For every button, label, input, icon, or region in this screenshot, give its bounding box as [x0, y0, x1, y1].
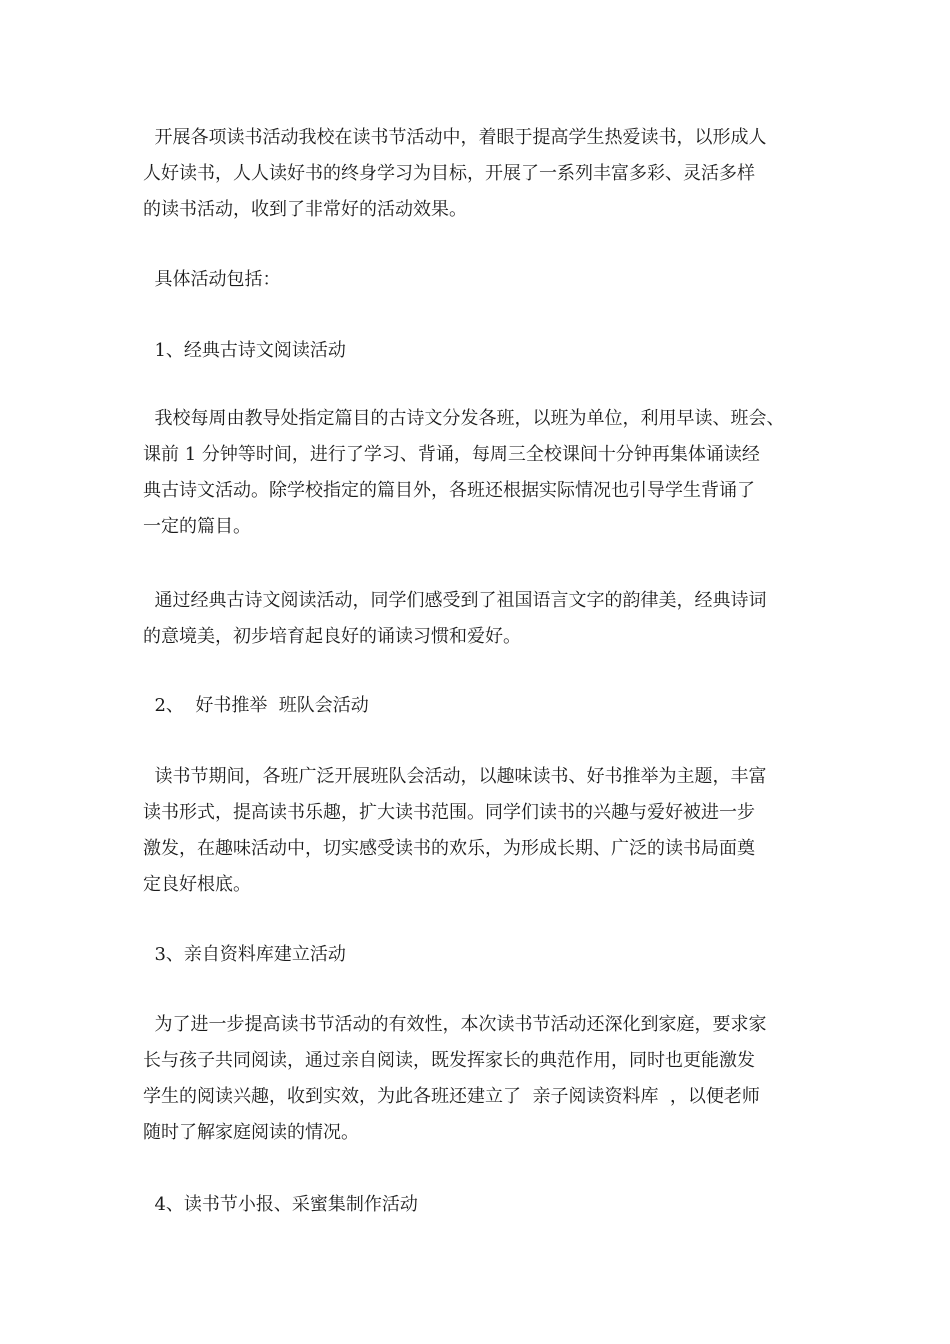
text-line: 定良好根底。 — [143, 874, 251, 895]
text-line: 激发，在趣味活动中，切实感受读书的欢乐，为形成长期、广泛的读书局面奠 — [143, 838, 755, 859]
text-line: 读书形式，提高读书乐趣，扩大读书范围。同学们读书的兴趣与爱好被进一步 — [143, 802, 755, 823]
section-heading: 3、亲自资料库建立活动 — [143, 944, 346, 965]
text-line: 具体活动包括： — [143, 269, 281, 290]
text-line: 通过经典古诗文阅读活动，同学们感受到了祖国语言文字的韵律美，经典诗词 — [143, 590, 767, 611]
text-line: 课前 1 分钟等时间，进行了学习、背诵，每周三全校课间十分钟再集体诵读经 — [143, 444, 760, 465]
section-heading: 1、经典古诗文阅读活动 — [143, 340, 346, 361]
text-line: 为了进一步提高读书节活动的有效性，本次读书节活动还深化到家庭，要求家 — [143, 1014, 767, 1035]
text-line: 我校每周由教导处指定篇目的古诗文分发各班，以班为单位，利用早读、班会、 — [143, 408, 785, 429]
text-line: 典古诗文活动。除学校指定的篇目外，各班还根据实际情况也引导学生背诵了 — [143, 480, 755, 501]
text-line: 长与孩子共同阅读，通过亲自阅读，既发挥家长的典范作用，同时也更能激发 — [143, 1050, 755, 1071]
text-line: 随时了解家庭阅读的情况。 — [143, 1122, 359, 1143]
text-line: 一定的篇目。 — [143, 516, 251, 537]
text-line: 的意境美，初步培育起良好的诵读习惯和爱好。 — [143, 626, 521, 647]
text-line: 人好读书，人人读好书的终身学习为目标，开展了一系列丰富多彩、灵活多样 — [143, 163, 755, 184]
text-line: 开展各项读书活动我校在读书节活动中，着眼于提高学生热爱读书，以形成人 — [143, 127, 767, 148]
text-line: 读书节期间，各班广泛开展班队会活动，以趣味读书、好书推举为主题，丰富 — [143, 766, 767, 787]
text-line: 学生的阅读兴趣，收到实效，为此各班还建立了 亲子阅读资料库 ，以便老师 — [143, 1086, 760, 1107]
section-heading: 4、读书节小报、采蜜集制作活动 — [143, 1194, 418, 1215]
text-line: 的读书活动，收到了非常好的活动效果。 — [143, 199, 467, 220]
section-heading: 2、 好书推举 班队会活动 — [143, 695, 369, 716]
